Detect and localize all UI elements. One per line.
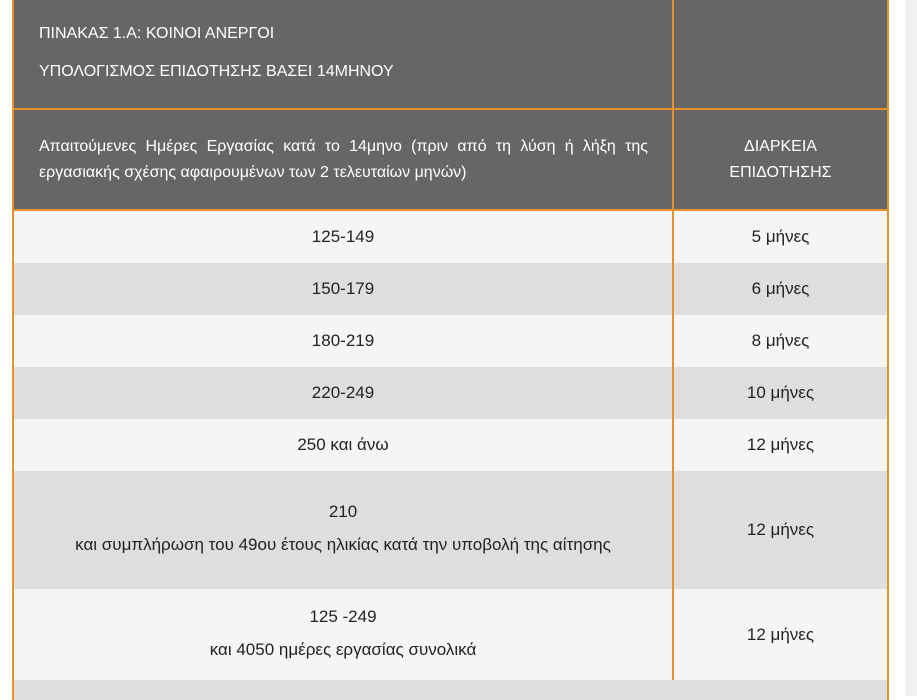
table-row <box>14 589 887 680</box>
table-title-row <box>14 0 887 110</box>
table-row <box>14 419 887 471</box>
days-value: 210 <box>328 502 358 521</box>
duration-cell: 12 μήνες <box>746 435 815 454</box>
unemployment-benefit-table <box>12 0 889 700</box>
table-subtitle: ΥΠΟΛΟΓΙΣΜΟΣ ΕΠΙΔΟΤΗΣΗΣ ΒΑΣΕΙ 14ΜΗΝΟΥ <box>39 63 394 80</box>
table-row <box>14 471 887 589</box>
empty-header-cell <box>674 0 887 108</box>
table-title-cell <box>14 0 674 108</box>
duration-cell: 6 μήνες <box>751 279 810 298</box>
days-cell <box>14 589 674 680</box>
days-cell: 180-219 <box>14 315 674 367</box>
days-cell: 150-179 <box>14 263 674 315</box>
col-header-days: Απαιτούμενες Ημέρες Εργασίας κατά το 14μηνο (πριν από τη λύση ή λήξη της εργασιακής σχέσης αφαιρουμένων των 2 τελευταίων μηνών) <box>14 110 674 209</box>
days-cell: 250 και άνω <box>14 419 674 471</box>
table-row <box>14 211 887 263</box>
duration-cell: 8 μήνες <box>751 331 810 350</box>
duration-cell: 10 μήνες <box>746 383 815 402</box>
days-note: και συμπλήρωση του 49ου έτους ηλικίας κατά την υποβολή της αίτησης <box>75 535 611 554</box>
days-note: και 4050 ημέρες εργασίας συνολικά <box>209 639 477 659</box>
days-cell: 220-249 <box>14 367 674 419</box>
duration-cell: 12 μήνες <box>746 624 815 644</box>
scrollbar[interactable] <box>905 0 917 696</box>
column-header-row <box>14 110 887 211</box>
duration-cell: 5 μήνες <box>751 227 810 246</box>
duration-cell: 12 μήνες <box>746 520 815 539</box>
days-cell <box>14 471 674 589</box>
days-value: 125 -249 <box>309 606 377 626</box>
col-header-duration <box>674 110 887 209</box>
col-header-duration-line1: ΔΙΑΡΚΕΙΑ <box>744 137 817 155</box>
table-row <box>14 263 887 315</box>
col-header-duration-line2: ΕΠΙΔΟΤΗΣΗΣ <box>729 163 832 181</box>
days-cell: 125-149 <box>14 211 674 263</box>
table-title: ΠΙΝΑΚΑΣ 1.Α: ΚΟΙΝΟΙ ΑΝΕΡΓΟΙ <box>39 25 275 42</box>
table-row <box>14 315 887 367</box>
table-row <box>14 367 887 419</box>
table-footer-row <box>14 680 887 700</box>
